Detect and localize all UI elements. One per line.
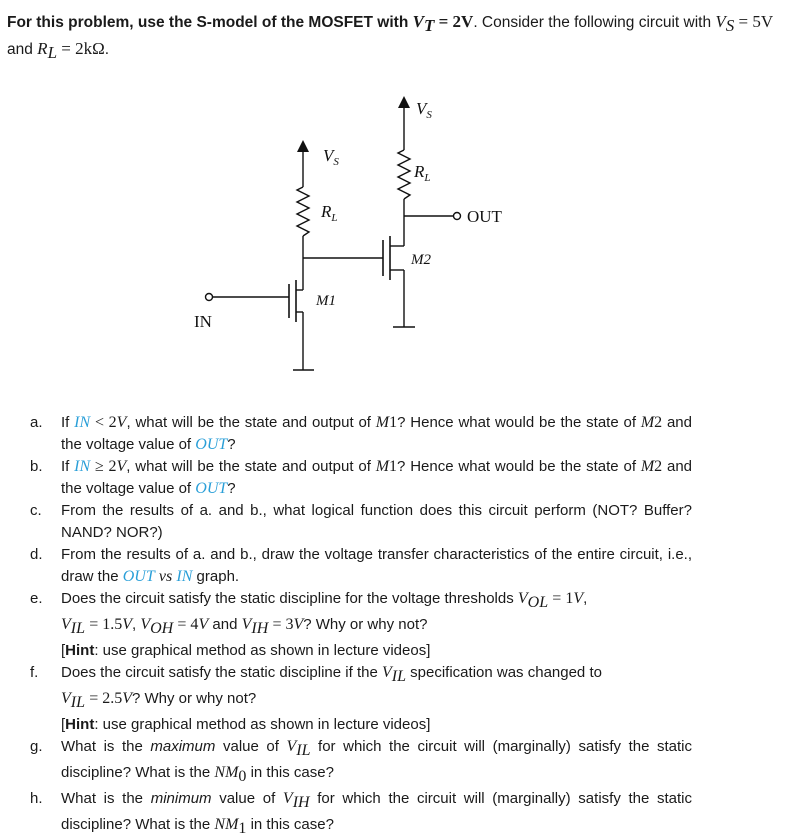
hint-label: Hint (65, 642, 95, 659)
question-h: h. What is the minimum value of $V_{IH}$ for which the circuit will (marginally) satisfy the static discipline? What is the $NM_1$ in this case? (30, 790, 693, 837)
vt-subscript: T (423, 16, 435, 36)
intro-end: . (104, 41, 110, 59)
question-label: a. (30, 414, 43, 431)
m2-label: M2 (411, 252, 431, 268)
emphasis-text: maximum (150, 738, 216, 755)
question-g: g. What is the maximum value of $V_{IL}$ for which the circuit will (marginally) satisfy the static discipline? What is the $NM_0$ in this case? (30, 738, 692, 785)
question-f: f. Does the circuit satisfy the static discipline if the $V_{IL}$ specification was changed to $V_{IL} = 2.5V$? Why or why not? [Hint: use graphical method as shown in lecture videos] (30, 664, 602, 733)
question-b: b. If IN ≥ 2V, what will be the state and output of M1? Hence what would be the state of M2 and the voltage value of OUT? (30, 458, 693, 497)
rl-subscript: L (47, 43, 58, 63)
question-e: e. Does the circuit satisfy the static discipline for the voltage thresholds $V_{OL} = 1V$, $V_{IL} = 1.5V$, $V_{OH} = 4V$ and $V_{IH} = 3V$? Why or why not? [Hint: use graphical method as shown in lecture videos] (30, 590, 588, 659)
intro-and: and (7, 41, 38, 59)
question-label: h. (30, 790, 43, 807)
question-d: d. From the results of a. and b., draw the voltage transfer characteristics of the entire circuit, i.e., draw the OUT vs IN graph. (30, 546, 692, 585)
rl-value: = 2kΩ (57, 39, 105, 59)
question-list (30, 412, 692, 840)
question-label: g. (30, 738, 43, 755)
intro-text: . Consider the following circuit with (473, 14, 716, 31)
question-label: b. (30, 458, 43, 475)
in-terminal (206, 294, 213, 301)
question-text: From the results of a. and b., what logical function does this circuit perform (NOT? Buffer? NAND? NOR?) (61, 502, 692, 541)
out-terminal (454, 213, 461, 220)
question-label: e. (30, 590, 43, 607)
question-a: a. If IN < 2V, what will be the state and output of M1? Hence what would be the state of M2 and the voltage value of OUT? (30, 414, 692, 453)
intro-bold-text: For this problem, use the S-model of the MOSFET with (7, 14, 413, 31)
question-label: c. (30, 502, 42, 519)
hint-text: : use graphical method as shown in lecture videos] (94, 642, 431, 659)
vs-value: = 5V (734, 12, 774, 31)
vt-symbol: V (412, 12, 424, 31)
resistor-rl-right (398, 150, 410, 199)
hint-text: : use graphical method as shown in lecture videos] (94, 716, 431, 733)
in-label: IN (194, 312, 212, 331)
rl-right-label: $R_L$ (414, 162, 431, 184)
out-label: OUT (467, 207, 502, 226)
rl-symbol: R (37, 39, 48, 59)
question-c (30, 500, 692, 544)
circuit-diagram (0, 0, 799, 410)
question-label: f. (30, 664, 39, 681)
resistor-rl-left (297, 187, 309, 236)
emphasis-text: minimum (150, 790, 212, 807)
question-label: d. (30, 546, 43, 563)
m1-label: M1 (316, 293, 336, 309)
vt-value: = 2V (434, 12, 474, 31)
hint-label: Hint (65, 716, 95, 733)
vs-right-label: $V_S$ (416, 99, 432, 121)
vs-left-label: $V_S$ (323, 146, 339, 168)
rl-left-label: $R_L$ (321, 202, 338, 224)
vs-subscript: S (725, 16, 735, 36)
vs-symbol: V (715, 12, 726, 31)
